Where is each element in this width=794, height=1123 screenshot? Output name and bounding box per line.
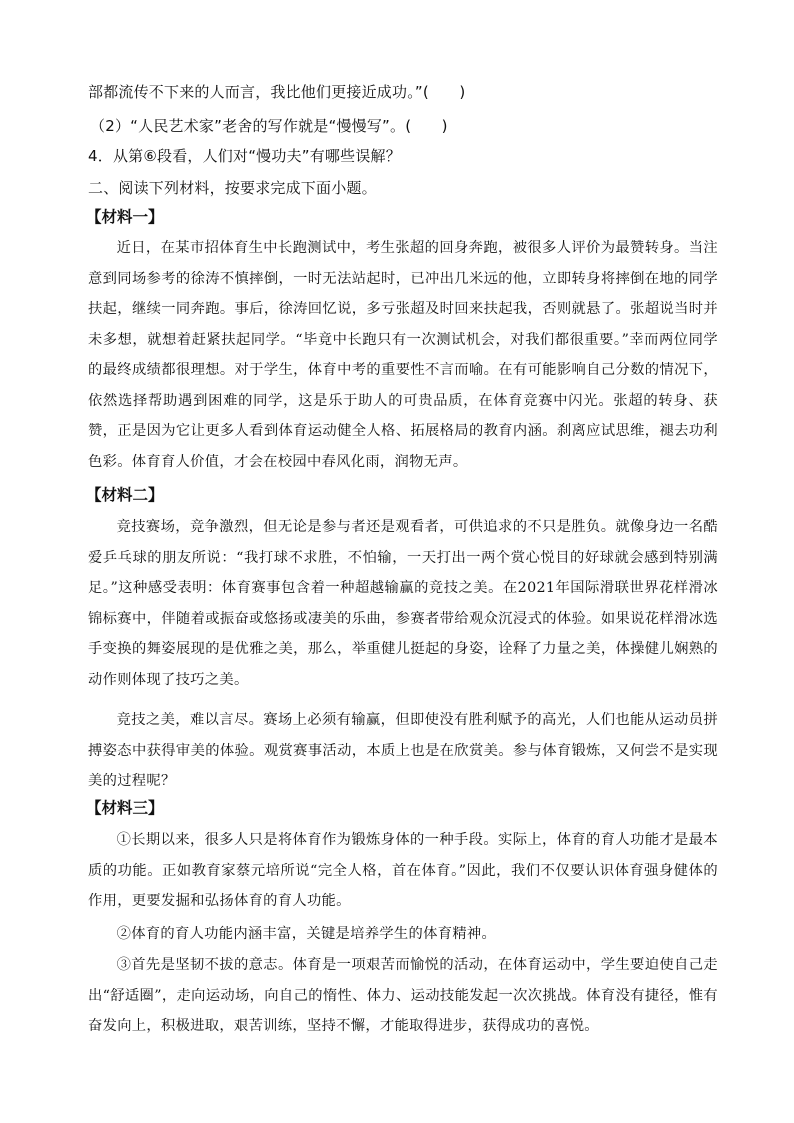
material-1-paragraph: 近日，在某市招体育生中长跑测试中，考生张超的回身奔跑，被很多人评价为最赞转身。当注意到同场参考的徐涛不慎摔倒，一时无法站起时，已冲出几米远的他，立即转身将摔倒在地的同学扶起，继续一同奔跑。事后，徐涛回忆说，多亏张超及时回来扶起我，否则就悬了。张超说当时并未多想，就想着赶紧扶起同学。“毕竟中长跑只有一次测试机会，对我们都很重要。”幸而两位同学的最终成绩都很理想。对于学生，体育中考的重要性不言而喻。在有可能影响自己分数的情况下，依然选择帮助遇到困难的同学，这是乐于助人的可贵品质，在体育竞赛中闪光。张超的转身、获赞，正是因为它让更多人看到体育运动健全人格、拓展格局的教育内涵。刹离应试思维，褪去功利色彩。体育育人价值，才会在校园中春风化雨，润物无声。 [88, 240, 718, 470]
material-2-paragraph-2: 竞技之美，难以言尽。赛场上必须有输赢，但即使没有胜利赋予的高光，人们也能从运动员拼搏姿态中获得审美的体验。观赏赛事活动，本质上也是在欣赏美。参与体育锻炼，又何尝不是实现美的过程呢？ [88, 712, 718, 789]
material-1-heading: 【材料一】 [86, 208, 164, 226]
question-3-line-1: 部都流传不下来的人而言，我比他们更接近成功。”( ) [88, 83, 466, 101]
material-3-paragraph-1: ①长期以来，很多人只是将体育作为锻炼身体的一种手段。实际上，体育的育人功能才是最本质的功能。正如教育家蔡元培所说“完全人格，首在体育。”因此，我们不仅要认识体育强身健体的作用，更要发掘和弘扬体育的育人功能。 [88, 832, 718, 909]
material-2-heading: 【材料二】 [86, 486, 164, 504]
question-3-item-2: （2）“人民艺术家”老舍的写作就是“慢慢写”。( ) [90, 117, 448, 135]
question-4: 4．从第⑥段看，人们对“慢功夫”有哪些误解？ [88, 147, 401, 165]
material-3-heading: 【材料三】 [86, 799, 164, 817]
section-2-title: 二、阅读下列材料，按要求完成下面小题。 [88, 179, 377, 197]
material-2-paragraph-1: 竞技赛场，竞争激烈，但无论是参与者还是观看者，可供追求的不只是胜负。就像身边一名酷爱乒乓球的朋友所说：“我打球不求胜，不怕输，一天打出一两个赏心悦目的好球就会感到特别满足。”这种感受表明：体育赛事包含着一种超越输赢的竞技之美。在2021年国际滑联世界花样滑冰锦标赛中，伴随着或振奋或悠扬或凄美的乐曲，参赛者带给观众沉浸式的体验。如果说花样滑冰选手变换的舞姿展现的是优雅之美，那么，举重健儿挺起的身姿，诠释了力量之美，体操健儿娴熟的动作则体现了技巧之美。 [88, 519, 718, 688]
material-3-paragraph-3: ③首先是坚韧不拔的意志。体育是一项艰苦而愉悦的活动，在体育运动中，学生要迫使自己走出“舒适圈”，走向运动场，向自己的惰性、体力、运动技能发起一次次挑战。体育没有捷径，惟有奋发向上，积极进取，艰苦训练，坚持不懈，才能取得进步，获得成功的喜悦。 [88, 957, 718, 1034]
material-3-paragraph-2: ②体育的育人功能内涵丰富，关键是培养学生的体育精神。 [116, 926, 497, 942]
